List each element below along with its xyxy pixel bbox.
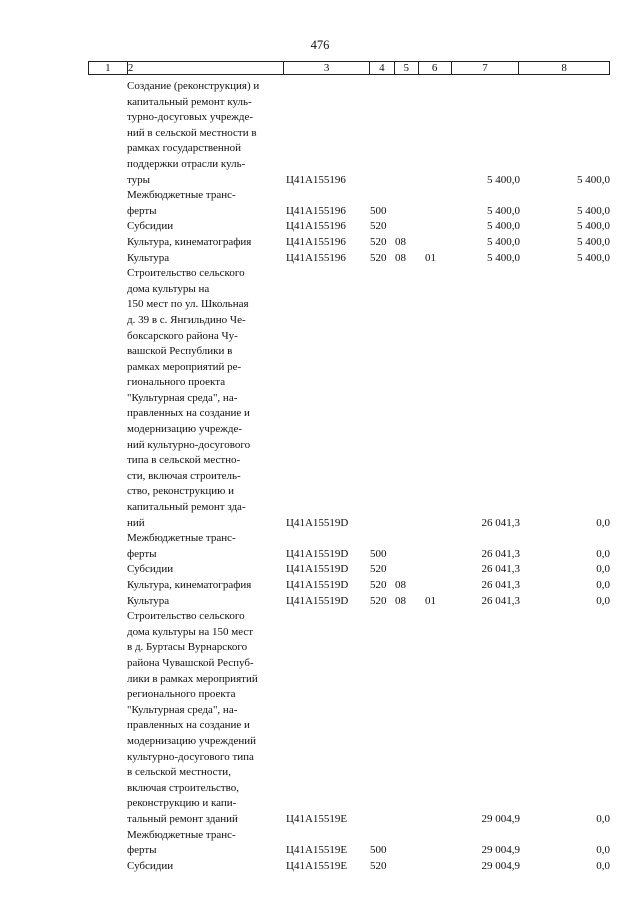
header-col-6: 6: [419, 62, 452, 74]
table-row: [88, 266, 610, 531]
cell-name: [127, 266, 284, 531]
cell-target-code: Ц41А155196: [286, 173, 346, 186]
name-line: Субсидии: [127, 563, 174, 576]
header-col-8: 8: [561, 62, 567, 74]
cell-amount-col7: 5 400,0: [487, 235, 520, 248]
cell-amount-col7: 29 004,9: [481, 812, 520, 825]
cell-name: [127, 235, 284, 251]
name-line: "Культурная среда", на-: [127, 703, 238, 716]
cell-blank: [88, 79, 127, 188]
cell-expense-type: 520: [370, 594, 387, 607]
name-line: в д. Буртасы Вурнарского: [127, 641, 248, 654]
cell-amount-col7: 26 041,3: [481, 547, 520, 560]
header-col-2: 2: [128, 62, 284, 74]
name-line: типа в сельской местно-: [127, 454, 241, 467]
cell-expense-type: 520: [370, 579, 387, 591]
name-line: вашской Республики в: [127, 345, 233, 358]
cell-target-code: Ц41А15519Е: [286, 859, 348, 872]
cell-amount-col8: 5 400,0: [577, 173, 610, 186]
cell-amount-col7: 26 041,3: [481, 516, 520, 529]
name-line: боксарского района Чу-: [127, 329, 238, 342]
cell-name: [127, 859, 284, 875]
name-line: 150 мест по ул. Школьная: [127, 298, 249, 311]
cell-blank: [88, 828, 127, 859]
cell-blank: [88, 531, 127, 562]
header-col-4: 4: [370, 62, 395, 74]
cell-amount-col8: 5 400,0: [577, 251, 610, 264]
name-line: дома культуры на 150 мест: [127, 625, 254, 638]
cell-amount-col7: 5 400,0: [487, 220, 520, 233]
cell-blank: [88, 251, 127, 267]
name-line: Культура: [127, 251, 170, 264]
name-line: культурно-досугового типа: [127, 750, 254, 763]
cell-blank: [88, 594, 127, 610]
cell-target-code: Ц41А15519D: [286, 594, 349, 607]
name-line: Строительство сельского: [127, 267, 245, 280]
name-line: регионального проекта: [127, 688, 236, 701]
name-line: Культура, кинематография: [127, 579, 252, 591]
cell-expense-type: 520: [370, 235, 387, 248]
cell-target-code: Ц41А15519D: [286, 563, 349, 576]
cell-target-code: Ц41А15519D: [286, 516, 349, 529]
name-line: дома культуры на: [127, 282, 210, 295]
table-row: [88, 188, 610, 219]
cell-amount-col8: 0,0: [596, 547, 610, 560]
cell-target-code: Ц41А155196: [286, 204, 346, 217]
name-line: в сельской местности,: [127, 766, 231, 779]
name-line: Строительство сельского: [127, 610, 245, 623]
header-col-7: 7: [452, 62, 520, 74]
name-line: Межбюджетные транс-: [127, 828, 236, 841]
table-row: [88, 609, 610, 827]
name-line: правленных на создание и: [127, 719, 250, 732]
name-line: ферты: [127, 844, 157, 857]
name-line: гионального проекта: [127, 376, 226, 389]
cell-subsection: 01: [425, 594, 436, 607]
cell-amount-col8: 5 400,0: [577, 235, 610, 248]
cell-blank: [88, 609, 127, 827]
table-body: [88, 79, 610, 874]
name-line: Субсидии: [127, 859, 174, 872]
cell-amount-col7: 26 041,3: [481, 579, 520, 591]
cell-name: [127, 188, 284, 219]
table-row: [88, 828, 610, 859]
name-line: ний культурно-досугового: [127, 438, 251, 451]
cell-amount-col7: 5 400,0: [487, 173, 520, 186]
table-row: [88, 531, 610, 562]
cell-amount-col8: 0,0: [596, 812, 610, 825]
table-row: [88, 859, 610, 875]
name-line: Культура: [127, 594, 170, 607]
name-line: сти, включая строитель-: [127, 469, 241, 482]
cell-amount-col7: 29 004,9: [481, 859, 520, 872]
header-col-3: 3: [284, 62, 370, 74]
cell-amount-col7: 29 004,9: [481, 844, 520, 857]
cell-blank: [88, 188, 127, 219]
cell-expense-type: 520: [370, 859, 387, 872]
name-line: лики в рамках мероприятий: [127, 672, 258, 685]
page-number: 476: [310, 38, 330, 52]
cell-amount-col8: 0,0: [596, 516, 610, 529]
cell-target-code: Ц41А155196: [286, 220, 346, 233]
name-line: правленных на создание и: [127, 407, 250, 420]
name-line: Межбюджетные транс-: [127, 189, 236, 202]
table-row: [88, 578, 610, 594]
name-line: Межбюджетные транс-: [127, 532, 236, 545]
name-line: рамках мероприятий ре-: [127, 360, 242, 373]
cell-expense-type: 520: [370, 251, 387, 264]
cell-name: [127, 562, 284, 578]
name-line: Создание (реконструкция) и: [127, 80, 260, 92]
cell-name: [127, 828, 284, 859]
table-row: [88, 79, 610, 188]
cell-name: [127, 531, 284, 562]
name-line: модернизацию учреждений: [127, 734, 257, 747]
name-line: модернизацию учрежде-: [127, 423, 243, 436]
cell-subsection: 01: [425, 251, 436, 264]
name-line: рамках государственной: [127, 142, 242, 155]
cell-blank: [88, 219, 127, 235]
cell-target-code: Ц41А155196: [286, 251, 346, 264]
cell-amount-col8: 0,0: [596, 859, 610, 872]
cell-name: [127, 251, 284, 267]
cell-section: 08: [395, 235, 406, 248]
cell-amount-col7: 5 400,0: [487, 204, 520, 217]
cell-section: 08: [395, 594, 406, 607]
cell-amount-col8: 5 400,0: [577, 204, 610, 217]
cell-target-code: Ц41А15519D: [286, 547, 349, 560]
cell-amount-col7: 5 400,0: [487, 251, 520, 264]
header-col-5: 5: [395, 62, 419, 74]
name-line: капитальный ремонт зда-: [127, 501, 246, 514]
cell-expense-type: 520: [370, 220, 387, 233]
name-line: района Чувашской Респуб-: [127, 656, 254, 669]
name-line: тальный ремонт зданий: [127, 812, 238, 825]
cell-name: [127, 609, 284, 827]
cell-target-code: Ц41А15519Е: [286, 844, 348, 857]
cell-name: [127, 219, 284, 235]
table-row: [88, 235, 610, 251]
name-line: ство, реконструкцию и: [127, 485, 235, 498]
cell-amount-col8: 0,0: [596, 594, 610, 607]
cell-expense-type: 520: [370, 563, 387, 576]
name-line: ферты: [127, 547, 157, 560]
cell-blank: [88, 859, 127, 875]
table-row: [88, 562, 610, 578]
cell-expense-type: 500: [370, 547, 387, 560]
name-line: Культура, кинематография: [127, 235, 252, 248]
cell-blank: [88, 235, 127, 251]
cell-amount-col7: 26 041,3: [481, 594, 520, 607]
name-line: ний: [127, 516, 145, 529]
cell-amount-col8: 0,0: [596, 563, 610, 576]
cell-amount-col7: 26 041,3: [481, 563, 520, 576]
name-line: турно-досуговых учрежде-: [127, 111, 254, 124]
cell-target-code: Ц41А15519Е: [286, 812, 348, 825]
cell-target-code: Ц41А15519D: [286, 579, 349, 591]
cell-amount-col8: 0,0: [596, 844, 610, 857]
name-line: д. 39 в с. Янгильдино Че-: [127, 313, 246, 326]
cell-name: [127, 79, 284, 188]
name-line: капитальный ремонт куль-: [127, 95, 252, 108]
cell-name: [127, 578, 284, 594]
cell-section: 08: [395, 251, 406, 264]
name-line: реконструкцию и капи-: [127, 797, 237, 810]
cell-section: 08: [395, 579, 406, 591]
table-row: [88, 594, 610, 610]
cell-blank: [88, 562, 127, 578]
cell-expense-type: 500: [370, 204, 387, 217]
cell-target-code: Ц41А155196: [286, 235, 346, 248]
cell-expense-type: 500: [370, 844, 387, 857]
header-col-1: 1: [89, 62, 128, 74]
name-line: поддержки отрасли куль-: [127, 157, 246, 170]
table-row: [88, 251, 610, 267]
name-line: включая строительство,: [127, 781, 240, 794]
name-line: ферты: [127, 204, 157, 217]
name-line: Субсидии: [127, 220, 174, 233]
name-line: ний в сельской местности в: [127, 126, 257, 139]
cell-blank: [88, 266, 127, 531]
name-line: туры: [127, 173, 151, 186]
table-header: [88, 61, 610, 75]
cell-amount-col8: 0,0: [596, 579, 610, 591]
name-line: "Культурная среда", на-: [127, 391, 238, 404]
cell-amount-col8: 5 400,0: [577, 220, 610, 233]
cell-blank: [88, 578, 127, 594]
cell-name: [127, 594, 284, 610]
table-row: [88, 219, 610, 235]
